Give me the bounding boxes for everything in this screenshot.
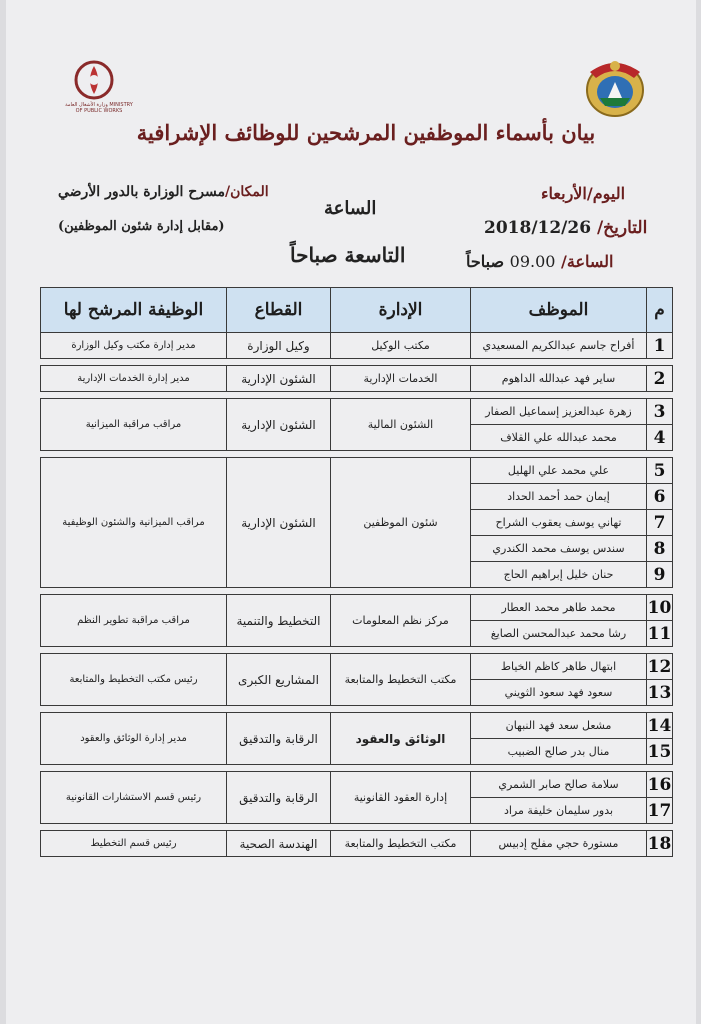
row-number: 11 bbox=[647, 621, 673, 647]
column-header-employee: الموظف bbox=[471, 288, 647, 333]
table-row bbox=[41, 831, 673, 857]
table-row bbox=[41, 713, 673, 739]
candidates-table bbox=[40, 287, 673, 857]
column-header-number: م bbox=[647, 288, 673, 333]
place-line bbox=[58, 184, 269, 200]
job-cell: مدير إدارة مكتب وكيل الوزارة bbox=[41, 333, 227, 359]
employee-name: إيمان حمد أحمد الحداد bbox=[471, 484, 647, 510]
date-value: 2018/12/26 bbox=[484, 218, 592, 238]
column-header-management: الإدارة bbox=[331, 288, 471, 333]
table-row bbox=[41, 333, 673, 359]
row-separator bbox=[41, 588, 673, 595]
job-cell: مدير إدارة الخدمات الإدارية bbox=[41, 366, 227, 392]
employee-name: رشا محمد عبدالمحسن الصايغ bbox=[471, 621, 647, 647]
table-row bbox=[41, 654, 673, 680]
row-number: 8 bbox=[647, 536, 673, 562]
row-separator bbox=[41, 451, 673, 458]
column-header-job: الوظيفة المرشح لها bbox=[41, 288, 227, 333]
job-cell: رئيس قسم الاستشارات القانونية bbox=[41, 772, 227, 824]
row-separator bbox=[41, 647, 673, 654]
row-number: 15 bbox=[647, 739, 673, 765]
sector-cell: الشئون الإدارية bbox=[227, 458, 331, 588]
sector-cell: الرقابة والتدقيق bbox=[227, 713, 331, 765]
job-cell: مراقب الميزانية والشئون الوظيفية bbox=[41, 458, 227, 588]
management-cell: الخدمات الإدارية bbox=[331, 366, 471, 392]
sector-cell: الرقابة والتدقيق bbox=[227, 772, 331, 824]
time-suffix: صباحاً bbox=[466, 252, 505, 271]
row-number: 16 bbox=[647, 772, 673, 798]
employee-name: مشعل سعد فهد النبهان bbox=[471, 713, 647, 739]
employee-name: سلامة صالح صابر الشمري bbox=[471, 772, 647, 798]
sector-cell: المشاريع الكبرى bbox=[227, 654, 331, 706]
time-value: 09.00 bbox=[509, 252, 556, 271]
row-number: 3 bbox=[647, 399, 673, 425]
employee-name: ساير فهد عبدالله الداهوم bbox=[471, 366, 647, 392]
separator-cell bbox=[41, 824, 673, 831]
row-number: 7 bbox=[647, 510, 673, 536]
day-value: الأربعاء bbox=[541, 184, 587, 203]
table-row bbox=[41, 366, 673, 392]
employee-name: سندس يوسف محمد الكندري bbox=[471, 536, 647, 562]
separator-cell bbox=[41, 451, 673, 458]
table-row bbox=[41, 772, 673, 798]
row-number: 9 bbox=[647, 562, 673, 588]
date-label: التاريخ/ bbox=[596, 218, 648, 238]
separator-cell bbox=[41, 706, 673, 713]
row-separator bbox=[41, 706, 673, 713]
page-title: بيان بأسماء الموظفين المرشحين للوظائف الإشرافية bbox=[136, 120, 596, 145]
row-number: 5 bbox=[647, 458, 673, 484]
employee-name: أفراح جاسم عبدالكريم المسعيدي bbox=[471, 333, 647, 359]
hour-heading: الساعة bbox=[324, 198, 377, 219]
separator-cell bbox=[41, 765, 673, 772]
row-number: 17 bbox=[647, 798, 673, 824]
row-number: 2 bbox=[647, 366, 673, 392]
row-separator bbox=[41, 392, 673, 399]
row-number: 18 bbox=[647, 831, 673, 857]
management-cell: الشئون المالية bbox=[331, 399, 471, 451]
employee-name: منال بدر صالح الضبيب bbox=[471, 739, 647, 765]
row-number: 14 bbox=[647, 713, 673, 739]
hour-value: التاسعة صباحاً bbox=[290, 243, 406, 267]
management-cell: مكتب الوكيل bbox=[331, 333, 471, 359]
employee-name: تهاني يوسف يعقوب الشراح bbox=[471, 510, 647, 536]
date-line bbox=[484, 218, 647, 238]
place-value: مسرح الوزارة بالدور الأرضي bbox=[58, 184, 225, 200]
sector-cell: الشئون الإدارية bbox=[227, 399, 331, 451]
job-cell: رئيس مكتب التخطيط والمتابعة bbox=[41, 654, 227, 706]
day-line bbox=[541, 184, 625, 203]
row-number: 6 bbox=[647, 484, 673, 510]
separator-cell bbox=[41, 359, 673, 366]
table-row bbox=[41, 595, 673, 621]
row-number: 10 bbox=[647, 595, 673, 621]
employee-name: سعود فهد سعود الثويني bbox=[471, 680, 647, 706]
separator-cell bbox=[41, 647, 673, 654]
management-cell: مكتب التخطيط والمتابعة bbox=[331, 831, 471, 857]
employee-name: مستورة حجي مفلح إدبيس bbox=[471, 831, 647, 857]
management-cell: الوثائق والعقود bbox=[331, 713, 471, 765]
job-cell: مراقب مراقبة الميزانية bbox=[41, 399, 227, 451]
employee-name: محمد طاهر محمد العطار bbox=[471, 595, 647, 621]
job-cell: رئيس قسم التخطيط bbox=[41, 831, 227, 857]
row-separator bbox=[41, 765, 673, 772]
sector-cell: الهندسة الصحية bbox=[227, 831, 331, 857]
table-header-row bbox=[41, 288, 673, 333]
row-number: 13 bbox=[647, 680, 673, 706]
management-cell: شئون الموظفين bbox=[331, 458, 471, 588]
separator-cell bbox=[41, 392, 673, 399]
job-cell: مدير إدارة الوثائق والعقود bbox=[41, 713, 227, 765]
ministry-logo-text: وزارة الأشغال العامة MINISTRY OF PUBLIC WORKS bbox=[65, 102, 133, 114]
ministry-logo-icon bbox=[72, 58, 116, 102]
table-body bbox=[41, 333, 673, 857]
time-label: الساعة/ bbox=[561, 252, 614, 271]
document-sheet bbox=[6, 0, 696, 1024]
job-cell: مراقب مراقبة تطوير النظم bbox=[41, 595, 227, 647]
sector-cell: التخطيط والتنمية bbox=[227, 595, 331, 647]
place-label: المكان/ bbox=[225, 184, 269, 200]
row-number: 12 bbox=[647, 654, 673, 680]
sector-cell: الشئون الإدارية bbox=[227, 366, 331, 392]
employee-name: بدور سليمان خليفة مراد bbox=[471, 798, 647, 824]
management-cell: إدارة العقود القانونية bbox=[331, 772, 471, 824]
employee-name: ابتهال طاهر كاظم الخياط bbox=[471, 654, 647, 680]
employee-name: علي محمد علي الهليل bbox=[471, 458, 647, 484]
table-row bbox=[41, 458, 673, 484]
sector-cell: وكيل الوزارة bbox=[227, 333, 331, 359]
management-cell: مكتب التخطيط والمتابعة bbox=[331, 654, 471, 706]
employee-name: حنان خليل إبراهيم الحاج bbox=[471, 562, 647, 588]
management-cell: مركز نظم المعلومات bbox=[331, 595, 471, 647]
employee-name: محمد عبدالله علي القلاف bbox=[471, 425, 647, 451]
row-separator bbox=[41, 824, 673, 831]
place-note: (مقابل إدارة شئون الموظفين) bbox=[58, 219, 225, 234]
kuwait-emblem-icon bbox=[578, 52, 652, 124]
row-separator bbox=[41, 359, 673, 366]
table-row bbox=[41, 399, 673, 425]
employee-name: زهرة عبدالعزيز إسماعيل الصفار bbox=[471, 399, 647, 425]
column-header-sector: القطاع bbox=[227, 288, 331, 333]
separator-cell bbox=[41, 588, 673, 595]
row-number: 4 bbox=[647, 425, 673, 451]
row-number: 1 bbox=[647, 333, 673, 359]
time-line bbox=[466, 252, 613, 271]
day-label: اليوم/ bbox=[586, 184, 626, 203]
